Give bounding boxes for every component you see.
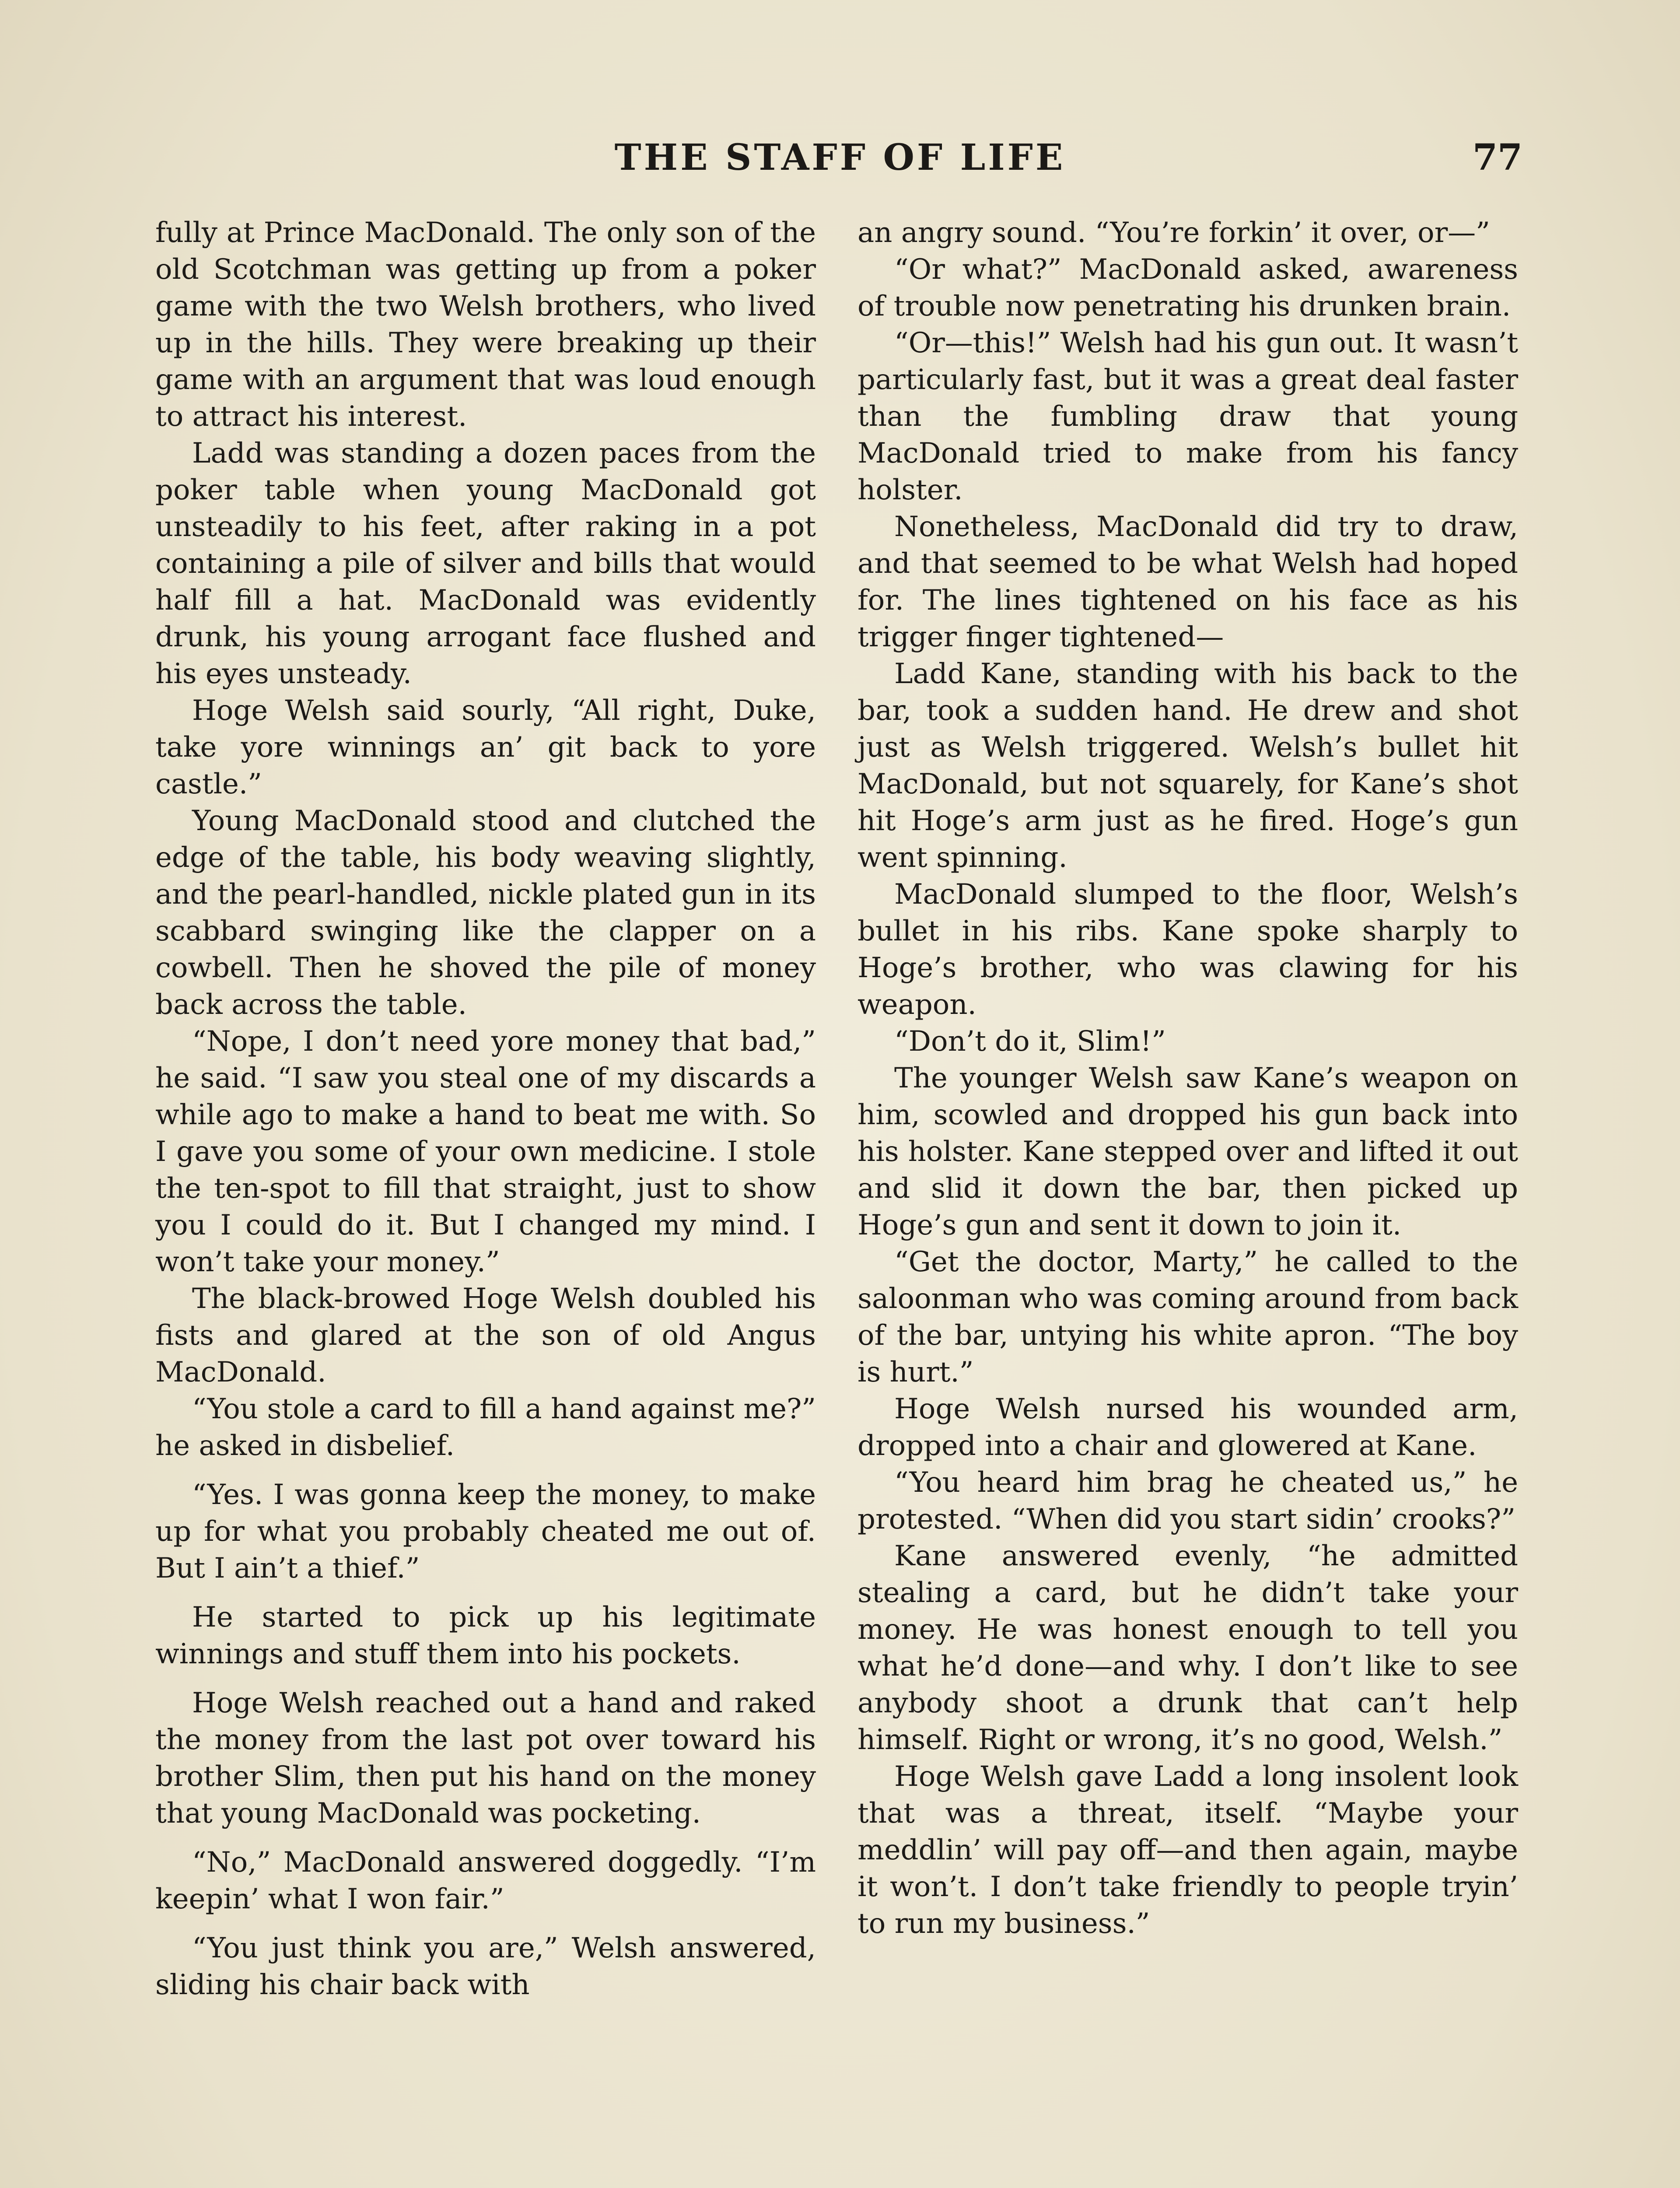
- paragraph: Hoge Welsh gave Ladd a long insolent look that was a threat, itself. “Maybe your meddlin’ will pay off—and then again, maybe it won’t. I don’t take friendly to people tryin’ to run my business.”: [858, 1760, 1518, 1940]
- paragraph: “Or what?” MacDonald asked, awareness of trouble now penetrating his drunken brain.: [858, 253, 1518, 323]
- page-number: 77: [1472, 137, 1522, 179]
- paragraph: an angry sound. “You’re forkin’ it over, or—”: [858, 217, 1490, 249]
- paragraph: The younger Welsh saw Kane’s weapon on him, scowled and dropped his gun back into his holster. Kane stepped over and lifted it out and slid it down the bar, then picked up Hoge’s gun and sent it down to join it.: [858, 1062, 1518, 1241]
- paragraph: fully at Prince MacDonald. The only son of the old Scotchman was getting up from a poker game with the two Welsh brothers, who lived up in the hills. They were breaking up their game with an argument that was loud enough to attract his interest.: [155, 217, 816, 433]
- paragraph: Ladd was standing a dozen paces from the poker table when young MacDonald got unsteadily to his feet, after raking in a pot containing a pile of silver and bills that would half fill a hat. MacDonald was evidently drunk, his young arrogant face flushed and his eyes unsteady.: [155, 437, 816, 690]
- paragraph: Hoge Welsh reached out a hand and raked the money from the last pot over toward his brother Slim, then put his hand on the money that young MacDonald was pocketing.: [155, 1687, 816, 1830]
- paragraph: The black-browed Hoge Welsh doubled his fists and glared at the son of old Angus MacDonald.: [155, 1283, 816, 1389]
- right-text-column: [858, 214, 1518, 1942]
- paragraph: Nonetheless, MacDonald did try to draw, and that seemed to be what Welsh had hoped for. The lines tightened on his face as his trigger finger tightened—: [858, 511, 1518, 653]
- running-title: THE STAFF OF LIFE: [614, 137, 1066, 179]
- paragraph: He started to pick up his legitimate winnings and stuff them into his pockets.: [155, 1601, 816, 1670]
- paragraph: “Yes. I was gonna keep the money, to make up for what you probably cheated me out of. But I ain’t a thief.”: [155, 1479, 816, 1585]
- paragraph: Hoge Welsh said sourly, “All right, Duke, take yore winnings an’ git back to yore castle.”: [155, 694, 816, 800]
- paragraph: Kane answered evenly, “he admitted stealing a card, but he didn’t take your money. He was honest enough to tell you what he’d done—and why. I don’t like to see anybody shoot a drunk that can’t help himself. Right or wrong, it’s no good, Welsh.”: [858, 1540, 1518, 1756]
- paragraph: “No,” MacDonald answered doggedly. “I’m keepin’ what I won fair.”: [155, 1846, 816, 1915]
- paragraph: “Don’t do it, Slim!”: [894, 1025, 1166, 1058]
- paragraph: MacDonald slumped to the floor, Welsh’s bullet in his ribs. Kane spoke sharply to Hoge’s brother, who was clawing for his weapon.: [858, 878, 1518, 1021]
- paragraph: “You heard him brag he cheated us,” he protested. “When did you start sidin’ crooks?”: [858, 1466, 1518, 1536]
- page-header: [158, 131, 1522, 184]
- paragraph: “You just think you are,” Welsh answered, sliding his chair back with: [155, 1932, 816, 2001]
- paragraph: “You stole a card to fill a hand against me?” he asked in disbelief.: [155, 1393, 816, 1462]
- left-text-column: [155, 214, 816, 2003]
- paragraph: “Get the doctor, Marty,” he called to the saloonman who was coming around from back of the bar, untying his white apron. “The boy is hurt.”: [858, 1246, 1518, 1389]
- paragraph: “Or—this!” Welsh had his gun out. It wasn’t particularly fast, but it was a great deal faster than the fumbling draw that young MacDonald tried to make from his fancy holster.: [858, 327, 1518, 506]
- paragraph: Young MacDonald stood and clutched the edge of the table, his body weaving slightly, and the pearl-handled, nickle plated gun in its scabbard swinging like the clapper on a cowbell. Then he shoved the pile of money back across the table.: [155, 805, 816, 1021]
- paragraph: “Nope, I don’t need yore money that bad,” he said. “I saw you steal one of my discards a while ago to make a hand to beat me with. So I gave you some of your own medicine. I stole the ten-spot to fill that straight, just to show you I could do it. But I changed my mind. I won’t take your money.”: [155, 1025, 816, 1278]
- paragraph: Ladd Kane, standing with his back to the bar, took a sudden hand. He drew and shot just as Welsh triggered. Welsh’s bullet hit MacDonald, but not squarely, for Kane’s shot hit Hoge’s arm just as he fired. Hoge’s gun went spinning.: [858, 658, 1518, 874]
- paragraph: Hoge Welsh nursed his wounded arm, dropped into a chair and glowered at Kane.: [858, 1393, 1518, 1462]
